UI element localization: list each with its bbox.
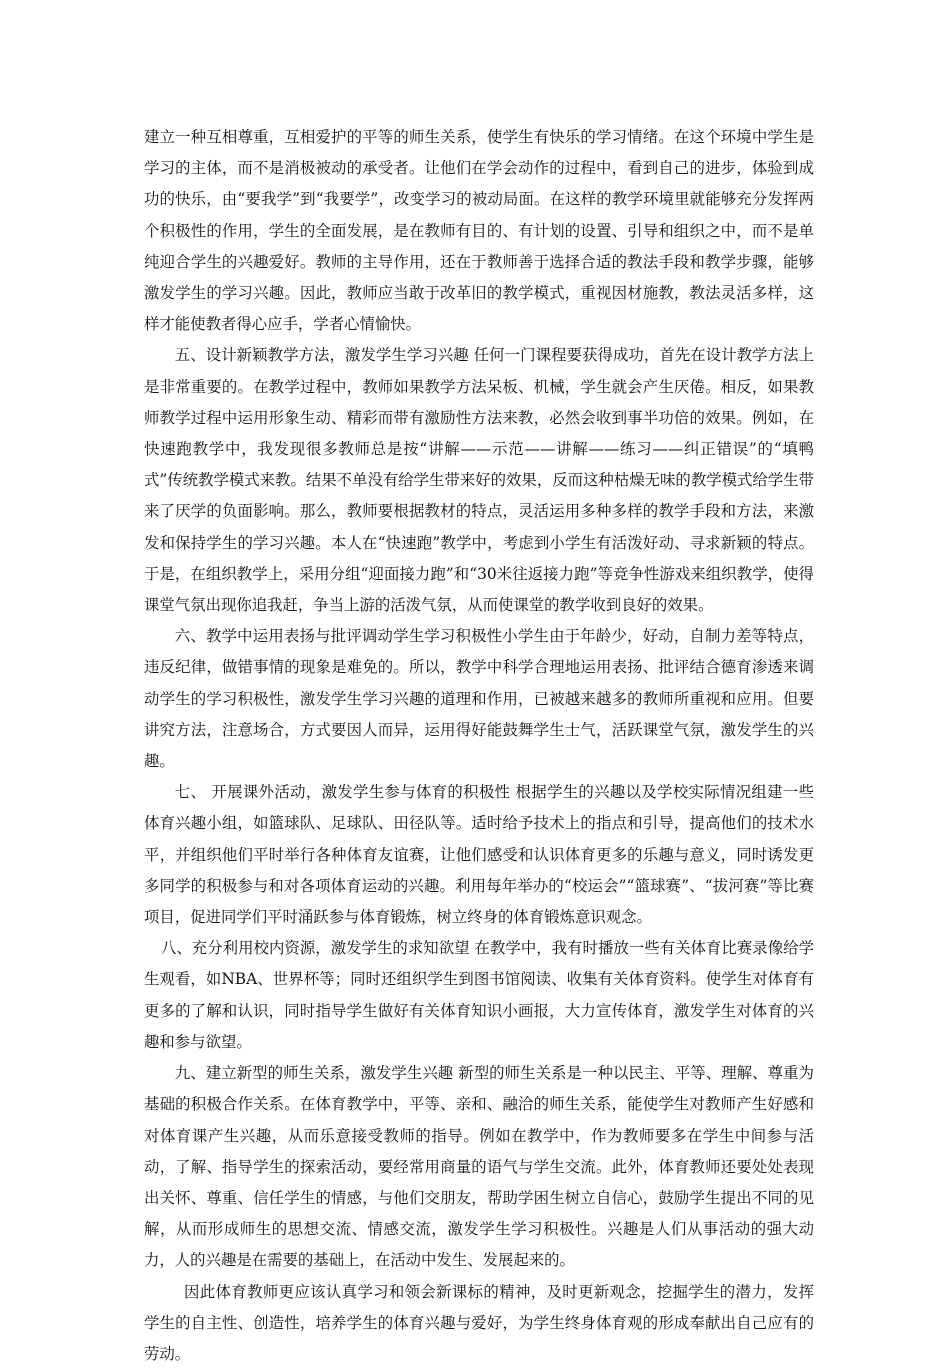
paragraph-section-six: 六、教学中运用表扬与批评调动学生学习积极性小学生由于年龄少，好动，自制力差等特点，违反纪律，做错事情的现象是难免的。所以，教学中科学合理地运用表扬、批评结合德育渗透来调动学生的学习积极性，激发学生学习兴趣的道理和作用，已被越来越多的教师所重视和应用。但要讲究方法，注意场合，方式要因人而异，运用得好能鼓舞学生士气，活跃课堂气氛，激发学生的兴趣。: [144, 627, 814, 771]
paragraph-section-eight: 八、充分利用校内资源，激发学生的求知欲望 在教学中，我有时播放一些有关体育比赛录像给学生观看，如NBA、世界杯等；同时还组织学生到图书馆阅读、收集有关体育资料。使学生对体育有更多的了解和认识，同时指导学生做好有关体育知识小画报，大力宣传体育，激发学生对体育的兴趣和参与欲望。: [144, 939, 814, 1051]
paragraph-section-five: 五、设计新颖教学方法，激发学生学习兴趣 任何一门课程要获得成功，首先在设计教学方法上是非常重要的。在教学过程中，教师如果教学方法呆板、机械，学生就会产生厌倦。相反，如果教师教学过程中运用形象生动、精彩而带有激励性方法来教，必然会收到事半功倍的效果。例如，在快速跑教学中，我发现很多教师总是按“讲解——示范——讲解——练习——纠正错误”的“填鸭式”传统教学模式来教。结果不单没有给学生带来好的效果，反而这种枯燥无味的教学模式给学生带来了厌学的负面影响。那么，教师要根据教材的特点，灵活运用多种多样的教学手段和方法，来激发和保持学生的学习兴趣。本人在“快速跑”教学中，考虑到小学生有活泼好动、寻求新颖的特点。于是，在组织教学上，采用分组“迎面接力跑”和“30米往返接力跑”等竞争性游戏来组织教学，使得课堂气氛出现你追我赶，争当上游的活泼气氛，从而使课堂的教学收到良好的效果。: [144, 346, 814, 615]
paragraph-section-nine: 九、建立新型的师生关系，激发学生兴趣 新型的师生关系是一种以民主、平等、理解、尊重为基础的积极合作关系。在体育教学中，平等、亲和、融洽的师生关系，能使学生对教师产生好感和对体育课产生兴趣，从而乐意接受教师的指导。例如在教学中，作为教师要多在学生中间参与活动，了解、指导学生的探索活动，要经常用商量的语气与学生交流。此外，体育教师还要处处表现出关怀、尊重、信任学生的情感，与他们交朋友，帮助学困生树立自信心，鼓励学生提出不同的见解，从而形成师生的思想交流、情感交流，激发学生学习积极性。兴趣是人们从事活动的强大动力，人的兴趣是在需要的基础上，在活动中发生、发展起来的。: [144, 1064, 814, 1270]
paragraph-conclusion: 因此体育教师更应该认真学习和领会新课标的精神，及时更新观念，挖掘学生的潜力，发挥学生的自主性、创造性，培养学生的体育兴趣与爱好，为学生终身体育观的形成奉献出自己应有的劳动。: [144, 1282, 814, 1363]
paragraph-teacher-student-relation: 建立一种互相尊重，互相爱护的平等的师生关系，使学生有快乐的学习情绪。在这个环境中学生是学习的主体，而不是消极被动的承受者。让他们在学会动作的过程中，看到自己的进步，体验到成功的快乐，由“要我学”到“我要学”，改变学习的被动局面。在这样的教学环境里就能够充分发挥两个积极性的作用，学生的全面发展，是在教师有目的、有计划的设置、引导和组织之中，而不是单纯迎合学生的兴趣爱好。教师的主导作用，还在于教师善于选择合适的教法手段和教学步骤，能够激发学生的学习兴趣。因此，教师应当敢于改革旧的教学模式，重视因材施教，教法灵活多样，这样才能使教者得心应手，学者心情愉快。: [144, 128, 814, 334]
document-page: [144, 122, 814, 1370]
paragraph-section-seven: 七、 开展课外活动，激发学生参与体育的积极性 根据学生的兴趣以及学校实际情况组建一些体育兴趣小组，如篮球队、足球队、田径队等。适时给予技术上的指点和引导，提高他们的技术水平，并组织他们平时举行各种体育友谊赛，让他们感受和认识体育更多的乐趣与意义，同时诱发更多同学的积极参与和对各项体育运动的兴趣。利用每年举办的“校运会”“篮球赛”、“拔河赛”等比赛项目，促进同学们平时涌跃参与体育锻炼，树立终身的体育锻炼意识观念。: [144, 783, 814, 927]
